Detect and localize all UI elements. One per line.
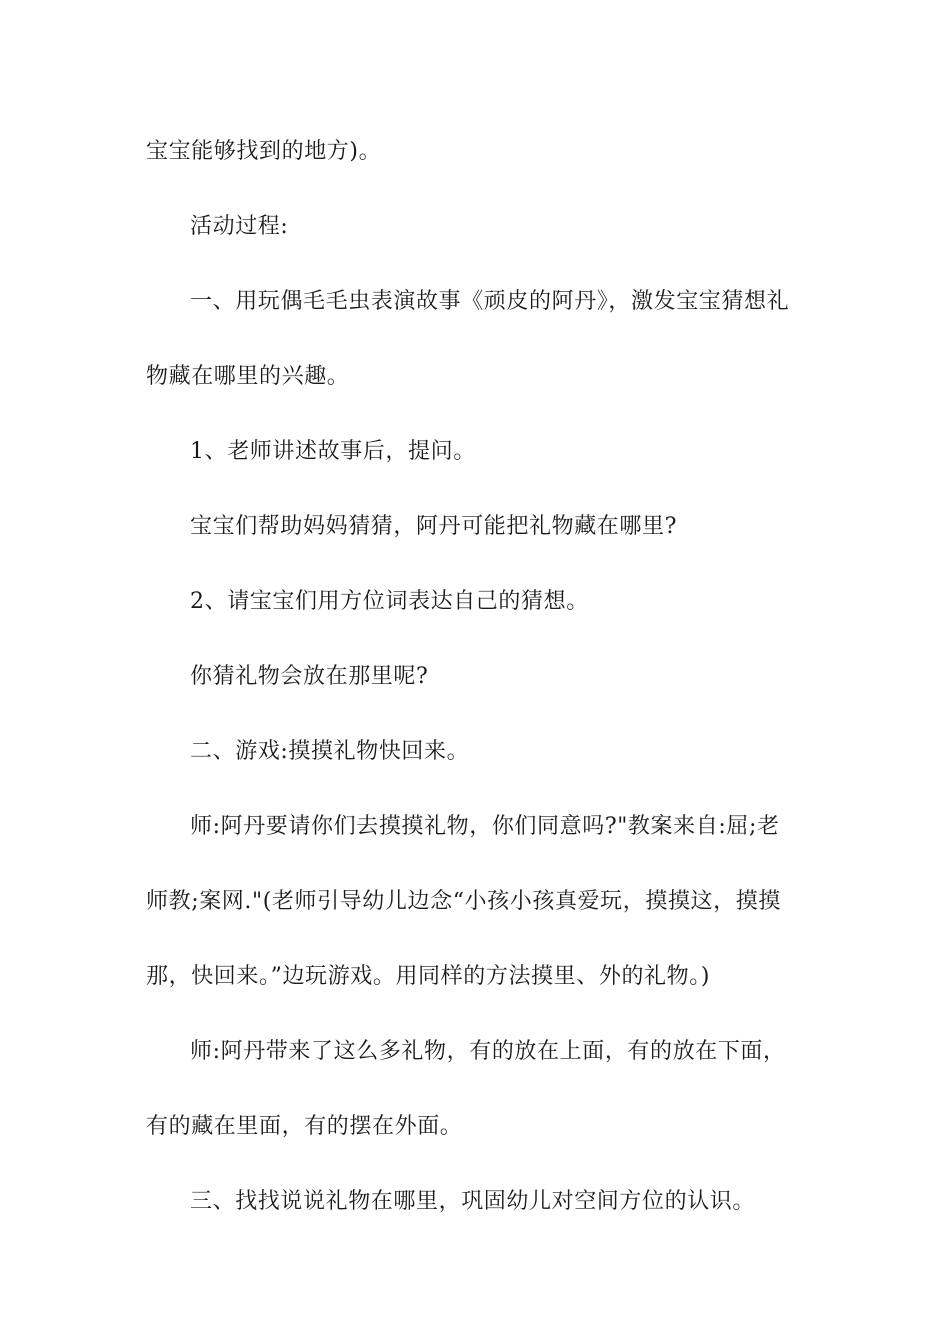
section-heading: 活动过程: xyxy=(190,214,289,239)
paragraph-line: 师:阿丹要请你们去摸摸礼物，你们同意吗?"教案来自:屈;老 xyxy=(190,814,780,839)
paragraph-line: 那，快回来。”边玩游戏。用同样的方法摸里、外的礼物。) xyxy=(146,964,711,989)
paragraph-line: 有的藏在里面，有的摆在外面。 xyxy=(146,1114,463,1139)
paragraph-line: 二、游戏:摸摸礼物快回来。 xyxy=(190,739,470,764)
paragraph-line: 师教;案网."(老师引导幼儿边念“小孩小孩真爱玩，摸摸这，摸摸 xyxy=(146,889,781,914)
paragraph-line: 三、找找说说礼物在哪里，巩固幼儿对空间方位的认识。 xyxy=(190,1189,756,1214)
paragraph-line: 师:阿丹带来了这么多礼物，有的放在上面，有的放在下面， xyxy=(190,1039,786,1064)
paragraph-line: 你猜礼物会放在那里呢? xyxy=(190,664,429,689)
paragraph-line: 宝宝们帮助妈妈猜猜，阿丹可能把礼物藏在哪里? xyxy=(190,514,677,539)
paragraph-line: 物藏在哪里的兴趣。 xyxy=(146,364,350,389)
paragraph-line: 1、老师讲述故事后，提问。 xyxy=(190,439,476,464)
paragraph-line: 宝宝能够找到的地方)。 xyxy=(146,139,382,164)
paragraph-line: 一、用玩偶毛毛虫表演故事《顽皮的阿丹》，激发宝宝猜想礼 xyxy=(190,289,790,314)
paragraph-line: 2、请宝宝们用方位词表达自己的猜想。 xyxy=(190,589,589,614)
